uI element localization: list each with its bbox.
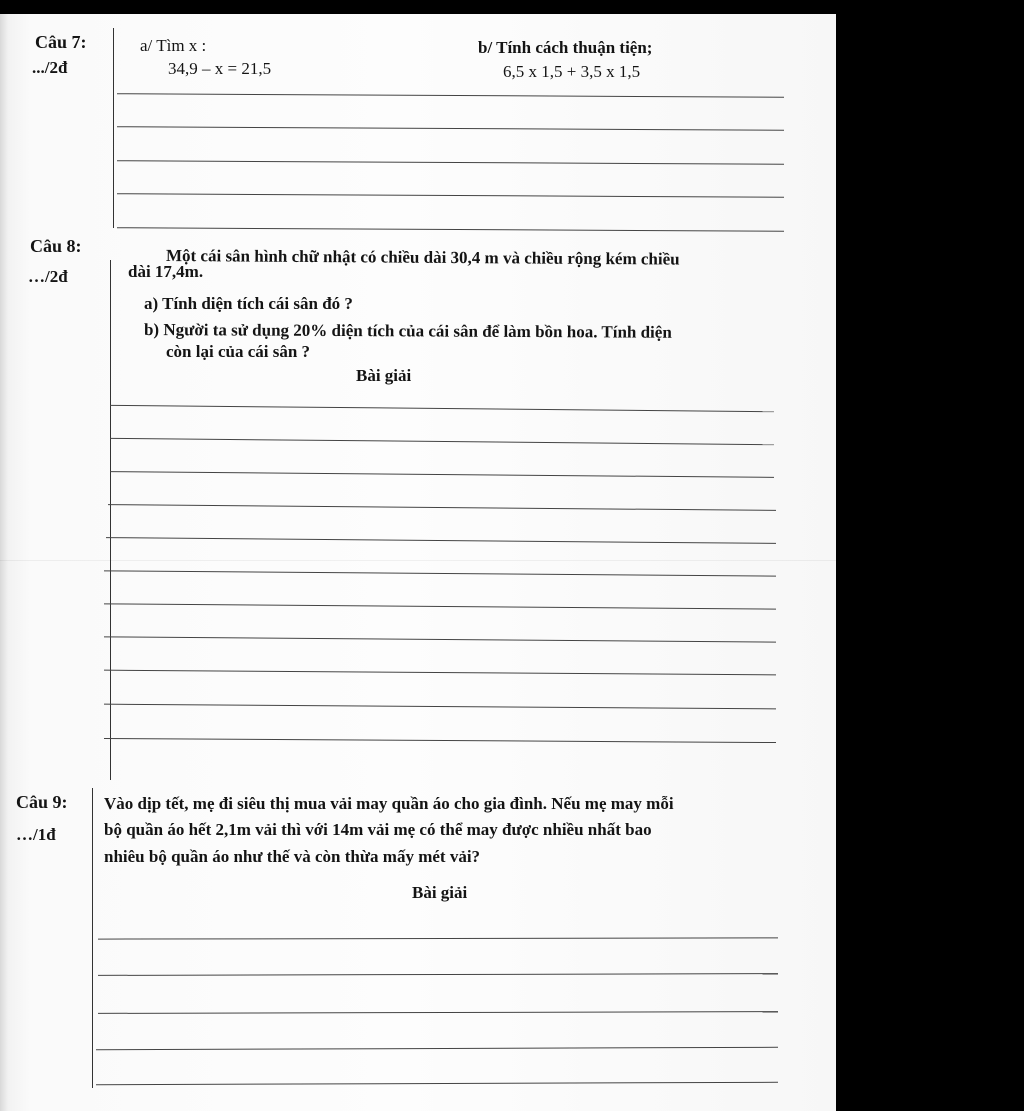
q8-item-b-line1: b) Người ta sử dụng 20% diện tích của cái sân để làm bồn hoa. Tính diện — [143, 320, 672, 342]
worksheet-page — [0, 14, 836, 1111]
q8-item-b-line2: còn lại của cái sân ? — [166, 342, 311, 361]
q9-problem-line1: Vào dịp tết, mẹ đi siêu thị mua vải may quần áo cho gia đình. Nếu mẹ may mỗi — [104, 794, 674, 813]
paper-fold — [0, 560, 836, 561]
q7-score: .../2đ — [32, 58, 68, 77]
q7-part-a-expression: 34,9 – x = 21,5 — [168, 59, 272, 78]
q7-label: Câu 7: — [35, 32, 87, 52]
q9-score: …/1đ — [16, 825, 56, 844]
q8-solution-heading: Bài giải — [356, 366, 412, 385]
q7-part-b-label: b/ Tính cách thuận tiện; — [478, 38, 653, 57]
q8-margin-line — [110, 260, 111, 780]
q8-problem-line1: Một cái sân hình chữ nhật có chiều dài 30,4 m và chiều rộng kém chiều — [165, 246, 680, 269]
q8-label: Câu 8: — [30, 236, 82, 256]
q8-item-a: a) Tính diện tích cái sân đó ? — [144, 294, 353, 313]
q7-part-b-expression: 6,5 x 1,5 + 3,5 x 1,5 — [503, 62, 641, 81]
q8-problem-line2: dài 17,4m. — [128, 262, 204, 281]
q9-problem-line3: nhiêu bộ quần áo như thế và còn thừa mấy mét vải? — [104, 847, 481, 866]
q9-solution-heading: Bài giải — [412, 883, 468, 902]
q9-label: Câu 9: — [16, 792, 68, 812]
q7-part-a-label: a/ Tìm x : — [140, 36, 207, 55]
q9-problem-line2: bộ quần áo hết 2,1m vải thì với 14m vải mẹ có thể may được nhiều nhất bao — [104, 820, 652, 839]
q7-margin-line — [113, 28, 114, 228]
q9-margin-line — [92, 788, 93, 1088]
q8-score: …/2đ — [28, 267, 68, 286]
